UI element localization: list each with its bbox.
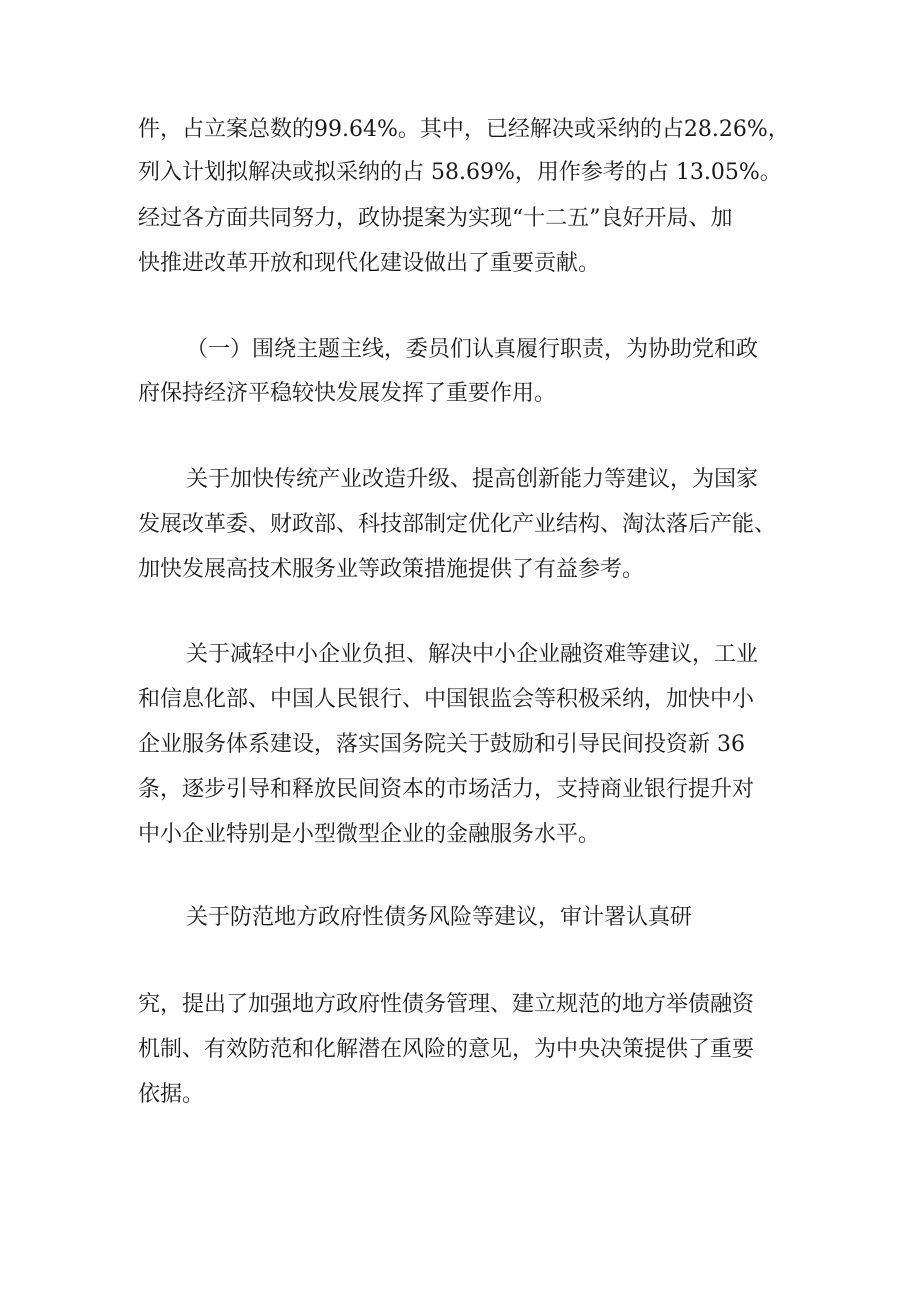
section-heading-line: 府保持经济平稳较快发展发挥了重要作用。 (138, 381, 557, 406)
paragraph-line: 究，提出了加强地方政府性债务管理、建立规范的地方举债融资 (138, 992, 755, 1017)
paragraph-line: 件，占立案总数的99.64%。其中，已经解决或采纳的占28.26%， (138, 117, 790, 142)
paragraph-line: 依据。 (138, 1082, 205, 1107)
paragraph-line: 条，逐步引导和释放民间资本的市场活力，支持商业银行提升对 (138, 777, 755, 802)
paragraph-line: 发展改革委、财政部、科技部制定优化产业结构、淘汰落后产能、 (138, 512, 777, 537)
paragraph-line: 关于防范地方政府性债务风险等建议，审计署认真研 (186, 905, 693, 930)
paragraph-line: 和信息化部、中国人民银行、中国银监会等积极采纳，加快中小 (138, 687, 755, 712)
paragraph-line: 企业服务体系建设，落实国务院关于鼓励和引导民间投资新 36 (138, 732, 745, 757)
paragraph-line: 快推进改革开放和现代化建设做出了重要贡献。 (138, 251, 601, 276)
paragraph-line: 经过各方面共同努力，政协提案为实现“十二五”良好开局、加 (138, 206, 733, 231)
paragraph-line: 列入计划拟解决或拟采纳的占 58.69%，用作参考的占 13.05%。 (138, 160, 782, 185)
paragraph-line: 加快发展高技术服务业等政策措施提供了有益参考。 (138, 557, 645, 582)
paragraph-line: 中小企业特别是小型微型企业的金融服务水平。 (138, 822, 601, 847)
paragraph-line: 机制、有效防范和化解潜在风险的意见，为中央决策提供了重要 (138, 1037, 755, 1062)
paragraph-line: 关于减轻中小企业负担、解决中小企业融资难等建议，工业 (186, 642, 759, 667)
paragraph-line: 关于加快传统产业改造升级、提高创新能力等建议，为国家 (186, 467, 759, 492)
section-heading-line: （一）围绕主题主线，委员们认真履行职责，为协助党和政 (186, 337, 759, 362)
